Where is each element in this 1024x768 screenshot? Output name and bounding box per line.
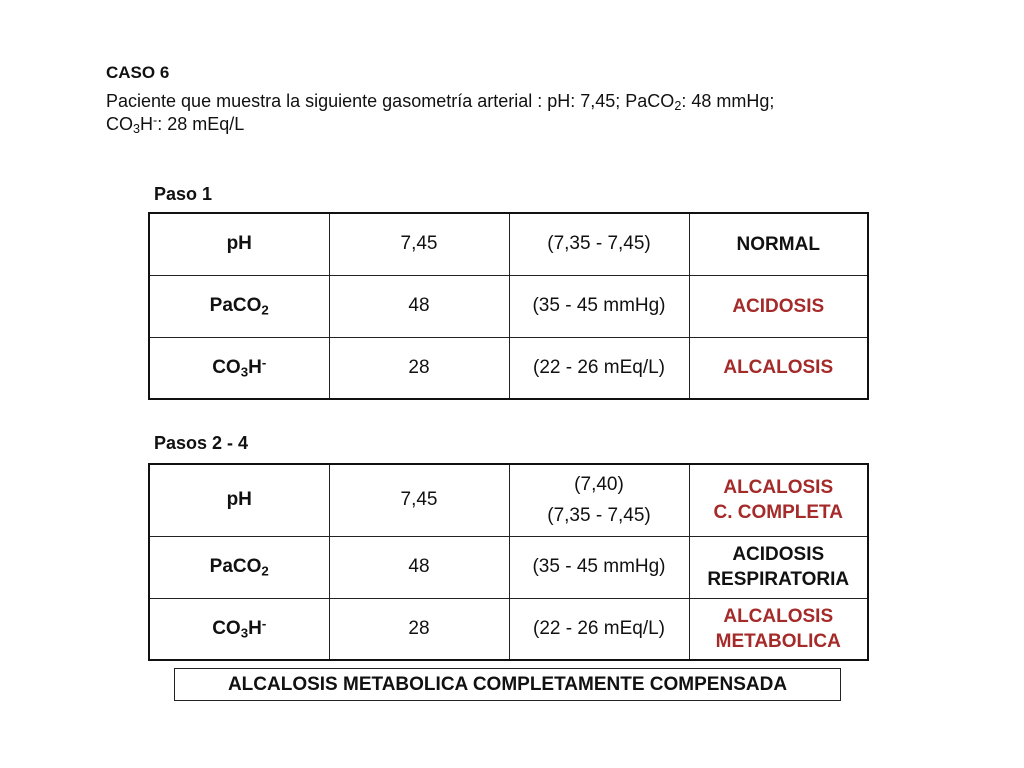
range-cell [509,464,689,536]
interpretation-cell: ACIDOSIS [689,275,868,337]
interpretation-cell: ALCALOSIS [689,337,868,399]
range-target: (7,40) [574,474,624,496]
interp-line2: RESPIRATORIA [707,569,850,590]
step1-title: Paso 1 [154,184,213,204]
param-co3h-h: H [248,356,262,378]
param-co3h [149,337,329,399]
param-paco2-base: PaCO [209,556,262,577]
case-description [106,90,926,136]
step1-table [148,212,869,400]
case-desc-line1-post: : 48 mmHg; [681,91,775,111]
param-co3h-sup: - [261,354,267,370]
param-co3h-sup: - [261,615,267,631]
range-cell: (35 - 45 mmHg) [509,275,689,337]
case-desc-line1-sub: 2 [674,99,682,114]
table-row [149,213,868,275]
value-cell: 28 [329,337,509,399]
interp-line1: ALCALOSIS [723,605,834,627]
interp-line2: METABOLICA [715,630,841,652]
param-co3h-sub: 3 [240,625,249,641]
case-desc-line2-b: H [140,114,154,134]
interp-line2: C. COMPLETA [713,502,843,524]
param-ph: pH [149,213,329,275]
interpretation-cell [689,464,868,536]
step2-table [148,463,869,661]
value-cell: 28 [329,598,509,660]
param-paco2 [149,536,329,598]
step2-title: Pasos 2 - 4 [154,433,249,453]
interpretation-cell [689,598,868,660]
range-normal: (7,35 - 7,45) [547,505,651,527]
param-co3h-sub: 3 [240,364,249,380]
param-co3h-h: H [248,617,262,639]
param-paco2-sub: 2 [261,563,269,579]
param-ph: pH [149,464,329,536]
table-row [149,464,868,536]
interp-line1: ALCALOSIS [723,477,834,499]
case-desc-line2-a: CO [106,114,133,134]
range-cell: (7,35 - 7,45) [509,213,689,275]
param-paco2 [149,275,329,337]
range-cell: (22 - 26 mEq/L) [509,598,689,660]
range-cell: (35 - 45 mmHg) [509,536,689,598]
value-cell: 7,45 [329,213,509,275]
case-desc-line2-sup: - [153,113,158,128]
param-paco2-base: PaCO [209,295,262,316]
value-cell: 48 [329,536,509,598]
table-row [149,598,868,660]
param-co3h [149,598,329,660]
case-desc-line2-sub: 3 [133,122,141,137]
value-cell: 48 [329,275,509,337]
param-paco2-sub: 2 [261,302,269,318]
param-co3h-base: CO [212,617,241,639]
case-desc-line1-pre: Paciente que muestra la siguiente gasometría arterial : pH: 7,45; PaCO [106,91,675,111]
conclusion-box: ALCALOSIS METABOLICA COMPLETAMENTE COMPENSADA [174,668,841,701]
case-desc-line2-c: : 28 mEq/L [157,114,245,134]
case-title: CASO 6 [106,63,170,82]
table-row [149,536,868,598]
table-row [149,275,868,337]
value-cell: 7,45 [329,464,509,536]
param-co3h-base: CO [212,356,241,378]
table-row [149,337,868,399]
interpretation-cell: NORMAL [689,213,868,275]
range-cell: (22 - 26 mEq/L) [509,337,689,399]
interpretation-cell [689,536,868,598]
interp-line1: ACIDOSIS [732,544,825,565]
